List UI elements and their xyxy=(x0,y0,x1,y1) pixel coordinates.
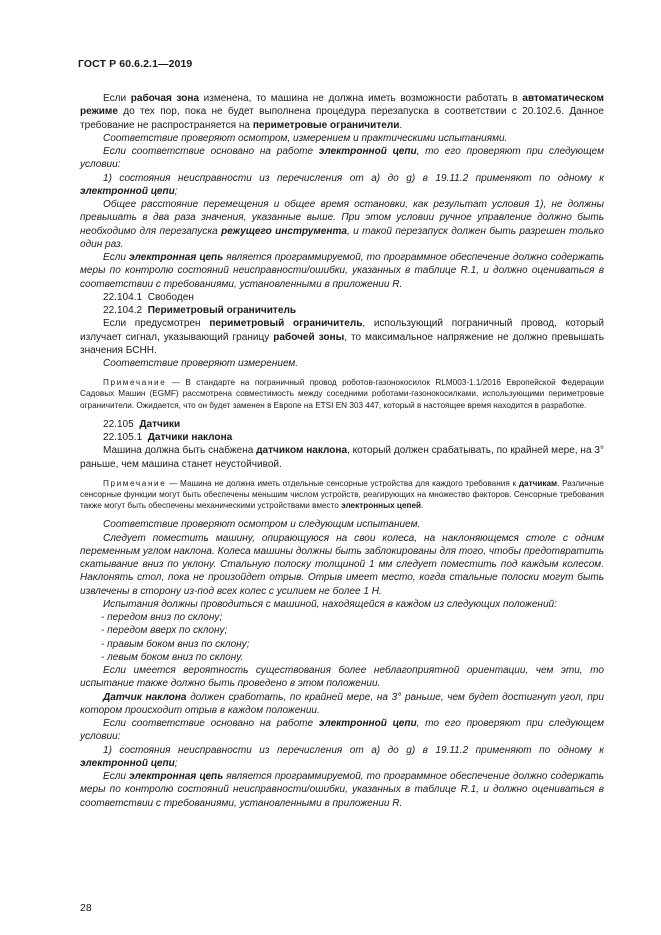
paragraph: Если имеется вероятность существования более неблагоприятной ориентации, чем эти, то испытание также должно быть проведено в этом положении. xyxy=(80,665,604,690)
page-number: 28 xyxy=(80,902,92,914)
paragraph: Машина должна быть снабжена датчиком наклона, который должен срабатывать, по крайней мере, на 3° раньше, чем машина станет неустойчивой. xyxy=(80,445,604,470)
document-header: ГОСТ Р 60.6.2.1—2019 xyxy=(78,58,193,70)
section-heading: 22.104.2 Периметровый ограничитель xyxy=(103,305,296,316)
paragraph: 1) состояния неисправности из перечисления от а) до g) в 19.11.2 применяют по одному к электронной цепи; xyxy=(80,744,604,769)
paragraph: 1) состояния неисправности из перечисления от а) до g) в 19.11.2 применяют по одному к электронной цепи; xyxy=(80,172,604,197)
paragraph: Датчик наклона должен сработать, по крайней мере, на 3° раньше, чем будет достигнут угол, при котором происходит отрыв в каждом положении. xyxy=(80,691,604,716)
paragraph: Следует поместить машину, опирающуюся на свои колеса, на наклоняющемся столе с одним переменным углом наклона. Колеса машины должны быть заблокированы для того, чтобы предотвратить скатывание вниз по уклону. Стальную полоску толщиной 1 мм следует поместить под каждым колесом. Наклонять стол, пока не произойдет отрыв. Отрыв имеет место, когда стальные полоски могут быть извлечены в сторону из-под всех колес с усилием не более 1 Н. xyxy=(80,532,604,597)
paragraph: Если рабочая зона изменена, то машина не должна иметь возможности работать в автоматическом режиме до тех пор, пока не будет выполнена процедура перезапуска в соответствии с 20.102.6. Данное требование не распространяется на периметровые ограничители. xyxy=(80,93,604,131)
section-heading: 22.105 Датчики xyxy=(103,418,181,430)
paragraph: Общее расстояние перемещения и общее время остановки, как результат условия 1), не должны превышать в два раза значения, указанные выше. При этом условии ручное управление должно быть необходимо для перезапуска режущего инструмента, и такой перезапуск должен быть разрешен только один раз. xyxy=(80,199,605,250)
paragraph: Соответствие проверяют осмотром и следующим испытанием. xyxy=(103,519,421,531)
document-body xyxy=(80,92,604,810)
paragraph: Если соответствие основано на работе электронной цепи, то его проверяют при следующем условии: xyxy=(80,718,604,743)
paragraph: Испытания должны проводиться с машиной, находящейся в каждом из следующих положений: xyxy=(103,598,557,610)
paragraph: Соответствие проверяют измерением. xyxy=(103,358,299,369)
paragraph: Если предусмотрен периметровый ограничитель, использующий пограничный провод, который излучает сигнал, указывающий границу рабочей зоны, то максимальное напряжение не должно превышать значения БСНН. xyxy=(80,318,605,356)
note: Примечание — В стандарте на пограничный провод роботов-газонокосилок RLM003-1.1/2016 Европейской Федерации Садовых Машин (EGMF) рассмотрена совместимость между соседними роботами-газонокосилками, использующими периметровые ограничители. Ожидается, что он будет заменен в Европе на ETSI EN 303 447, который в настоящее время находится в разработке. xyxy=(80,378,604,410)
list-item: - левым боком вниз по склону. xyxy=(101,651,244,663)
list-item: - передом вверх по склону; xyxy=(101,625,228,637)
section-heading: 22.104.1 Свободен xyxy=(103,291,194,303)
paragraph: Если электронная цепь является программируемой, то программное обеспечение должно содержать меры по контролю состояний неисправности/ошибки, указанных в таблице R.1, и должно оцениваться в соответствии с требованиями, установленными в приложении R. xyxy=(80,252,604,290)
section-heading: 22.105.1 Датчики наклона xyxy=(103,432,233,444)
paragraph: Если соответствие основано на работе электронной цепи, то его проверяют при следующем условии: xyxy=(80,146,604,171)
paragraph: Соответствие проверяют осмотром, измерением и практическими испытаниями. xyxy=(103,132,508,144)
list-item: - передом вниз по склону; xyxy=(101,612,223,624)
note: Примечание — Машина не должна иметь отдельные сенсорные устройства для каждого требования к датчикам. Различные сенсорные функции могут быть обеспечены меньшим числом устройств, реагирующих на множество факторов. Сенсорные требования также могут быть обеспечены механическими устройствами вместо электронных цепей. xyxy=(80,478,604,511)
list-item: - правым боком вниз по склону; xyxy=(101,638,250,650)
paragraph: Если электронная цепь является программируемой, то программное обеспечение должно содержать меры по контролю состояний неисправности/ошибки, указанных в таблице R.1, и должно оцениваться в соответствии с требованиями, установленными в приложении R. xyxy=(80,771,604,809)
